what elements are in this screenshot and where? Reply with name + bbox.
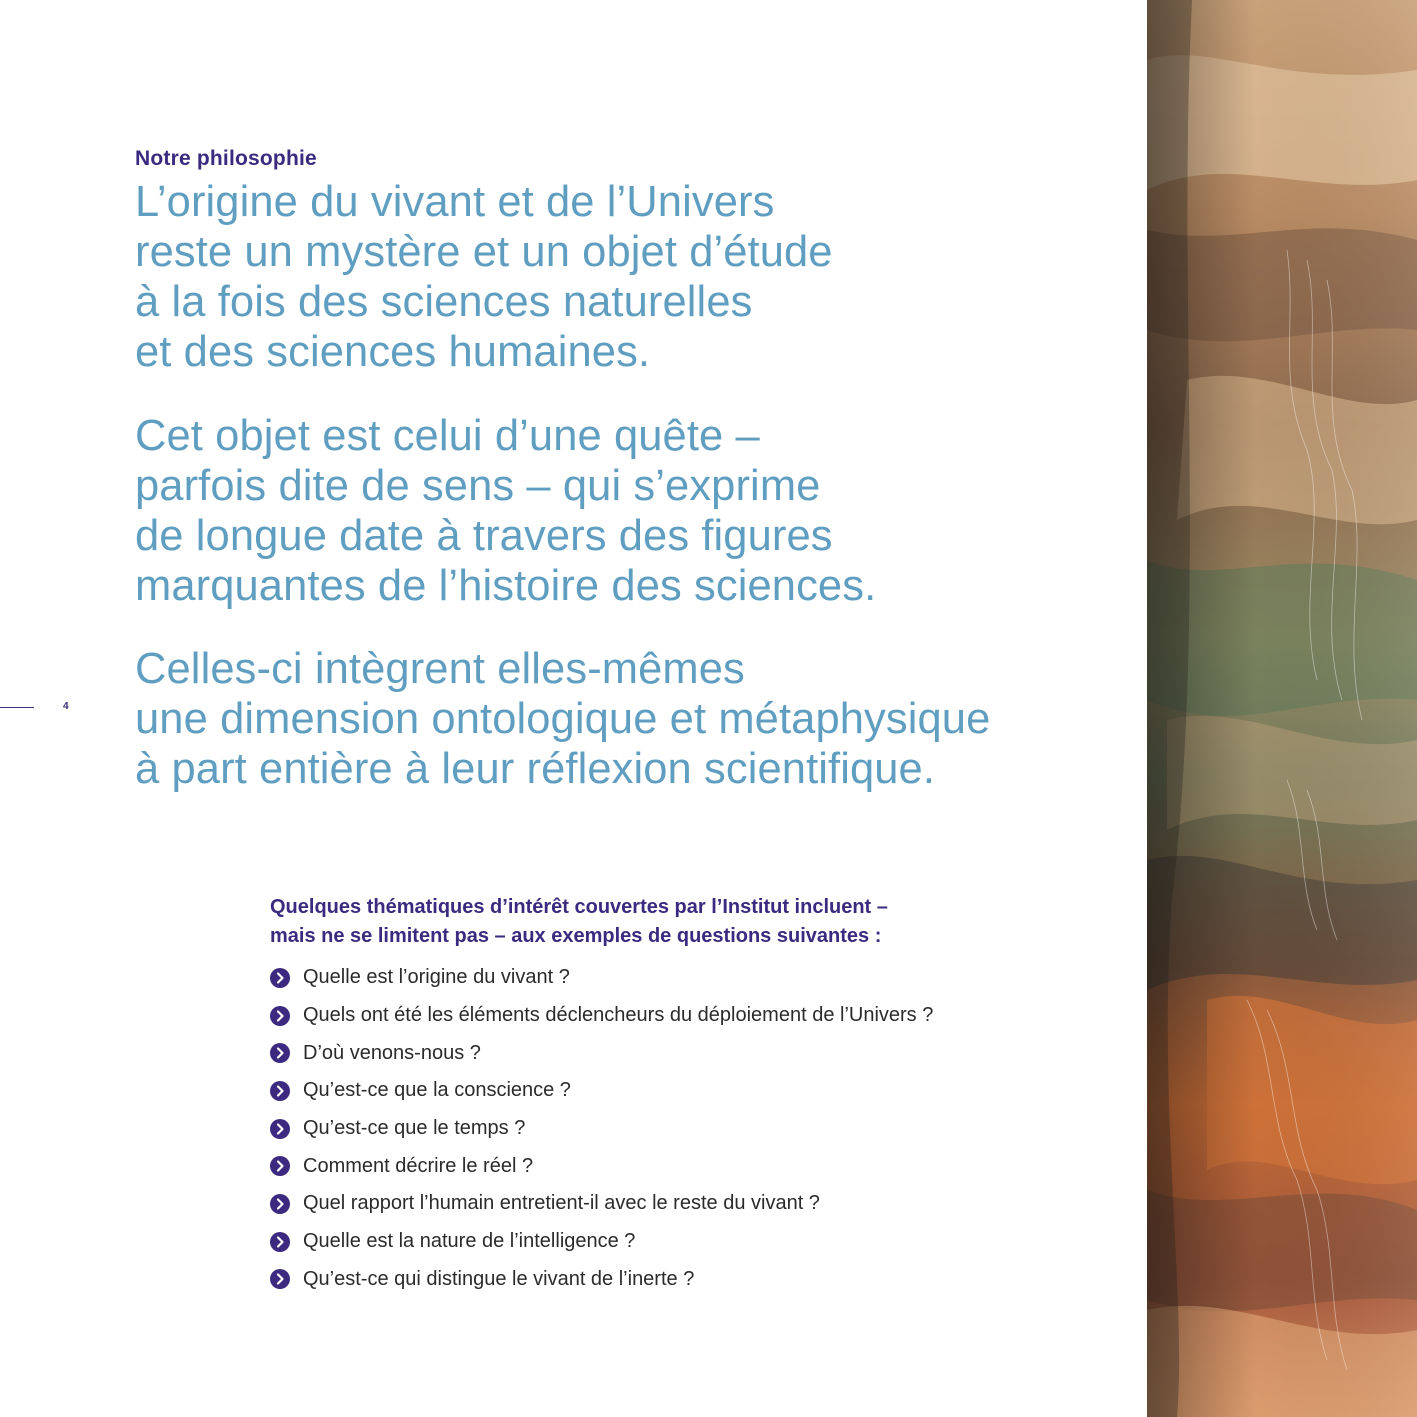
lead-line: Celles-ci intègrent elles-mêmes — [135, 645, 745, 693]
page-number: 4 — [63, 701, 69, 712]
topics-intro-line: mais ne se limitent pas – aux exemples de questions suivantes : — [270, 925, 882, 947]
chevron-right-icon — [270, 1006, 290, 1026]
page-number-rule — [0, 707, 34, 708]
lead-line: à part entière à leur réflexion scientifique. — [135, 745, 936, 793]
topics-intro — [270, 893, 990, 951]
lead-line: parfois dite de sens – qui s’exprime — [135, 462, 821, 510]
lead-line: Cet objet est celui d’une quête – — [135, 412, 760, 460]
topic-text: Quels ont été les éléments déclencheurs du déploiement de l’Univers ? — [303, 1004, 934, 1027]
topic-item — [270, 1147, 990, 1185]
chevron-right-icon — [270, 1119, 290, 1139]
topic-text: Quelle est la nature de l’intelligence ? — [303, 1230, 636, 1253]
topics-list — [270, 959, 990, 1298]
topic-item — [270, 1110, 990, 1148]
chevron-right-icon — [270, 1156, 290, 1176]
topic-item — [270, 1261, 990, 1299]
topic-text: D’où venons-nous ? — [303, 1041, 481, 1064]
chevron-right-icon — [270, 1043, 290, 1063]
lead-line: reste un mystère et un objet d’étude — [135, 228, 833, 276]
lead-line: de longue date à travers des figures — [135, 512, 833, 560]
chevron-right-icon — [270, 1194, 290, 1214]
lead-line: L’origine du vivant et de l’Univers — [135, 178, 775, 226]
topic-item — [270, 959, 990, 997]
topic-text: Qu’est-ce qui distingue le vivant de l’inerte ? — [303, 1267, 695, 1290]
lead-paragraph-3 — [135, 644, 1065, 794]
topic-text: Qu’est-ce que le temps ? — [303, 1117, 526, 1140]
topic-text: Qu’est-ce que la conscience ? — [303, 1079, 571, 1102]
lead-line: une dimension ontologique et métaphysique — [135, 695, 991, 743]
lead-line: à la fois des sciences naturelles — [135, 278, 753, 326]
rock-cliff-photo — [1147, 0, 1417, 1417]
lead-line: marquantes de l’histoire des sciences. — [135, 562, 877, 610]
topics-intro-line: Quelques thématiques d’intérêt couvertes par l’Institut incluent – — [270, 896, 888, 918]
topic-item — [270, 1185, 990, 1223]
chevron-right-icon — [270, 968, 290, 988]
section-label: Notre philosophie — [135, 147, 317, 170]
topic-item — [270, 1223, 990, 1261]
topic-item — [270, 997, 990, 1035]
topic-item — [270, 1072, 990, 1110]
lead-paragraph-2 — [135, 411, 1065, 611]
chevron-right-icon — [270, 1081, 290, 1101]
topic-text: Quelle est l’origine du vivant ? — [303, 966, 570, 989]
topic-text: Quel rapport l’humain entretient-il avec le reste du vivant ? — [303, 1192, 820, 1215]
chevron-right-icon — [270, 1269, 290, 1289]
topic-text: Comment décrire le réel ? — [303, 1154, 534, 1177]
lead-line: et des sciences humaines. — [135, 328, 651, 376]
chevron-right-icon — [270, 1232, 290, 1252]
topic-item — [270, 1034, 990, 1072]
lead-paragraph-1 — [135, 177, 1065, 377]
topics-block — [270, 893, 990, 1298]
